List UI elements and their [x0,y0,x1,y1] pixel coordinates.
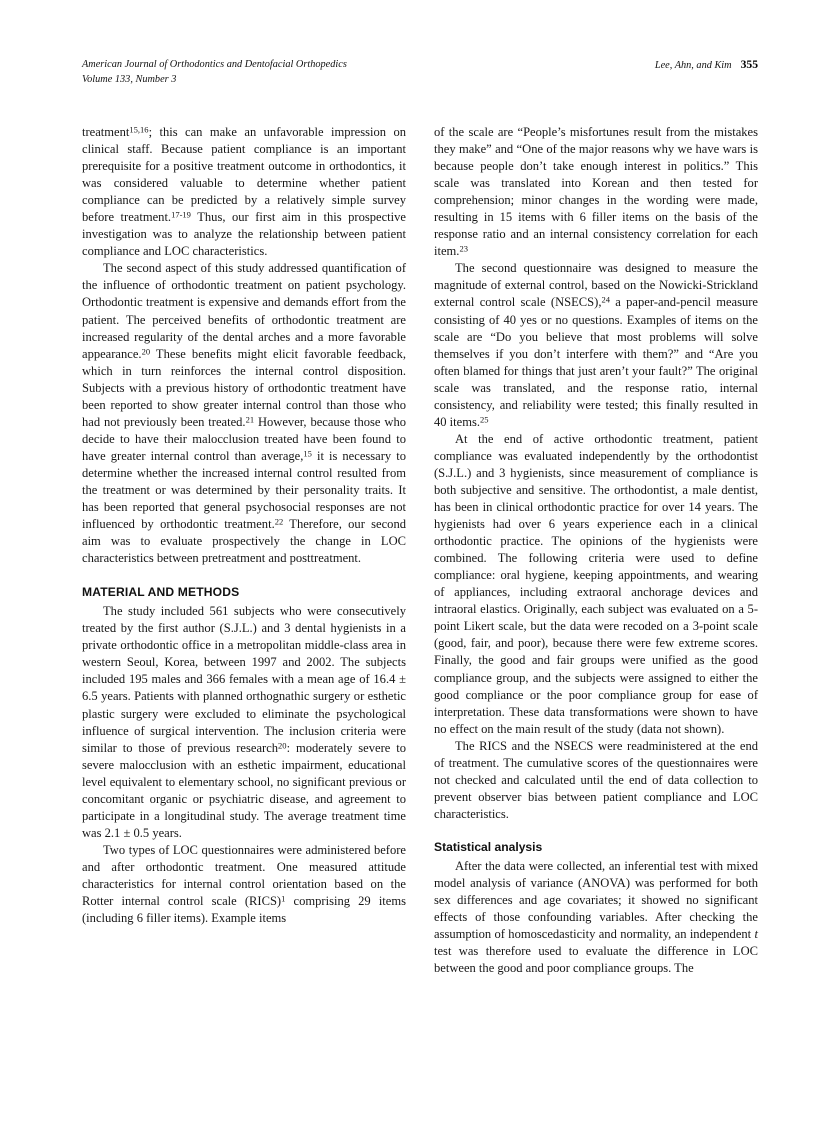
text-run: The study included 561 subjects who were consecutively treated by the first author (S.J.L.) and 3 dental hygienists in a private orthodontic office in a metropolitan middle-class area in western Seoul, Korea, between 1997 and 2002. The subjects included 195 males and 366 females with a mean age of 16.4 ± 6.5 years. Patients with planned orthognathic surgery or esthetic plastic surgery were excluded to eliminate the psychological influence of surgical intervention. The inclusion criteria were similar to those of previous research [82,604,406,755]
par-study-included [82,603,406,842]
par-second-aspect [82,260,406,567]
italic-term: t [754,927,758,942]
running-head-journal [82,58,347,87]
par-two-types-loc [82,842,406,927]
text-run: The RICS and the NSECS were readministered at the end of treatment. The cumulative scores of the questionnaires were not checked and calculated until the end of data collection to prevent observer bias between patient compliance and LOC characteristics. [434,738,758,821]
text-run: of the scale are “People’s misfortunes result from the mistakes they make” and “One of the major reasons why we have wars is because people don’t take enough interest in politics.” This scale was translated into Korean and then tested for comprehension; minor changes in the wording were made, resulting in 15 items with 6 filler items on the basis of the response ratio and an internal consistency correlation for each item. [434,125,758,259]
text-run: After the data were collected, an inferential test with mixed model analysis of variance (ANOVA) was performed for both sex differences and age covariates; it showed no significant effects of those confounding variables. After checking the assumption of homoscedasticity and normality, an independent [434,858,758,942]
reference-superscript: 25 [480,414,489,425]
text-run: At the end of active orthodontic treatment, patient compliance was evaluated independently by the orthodontist (S.J.L.) and 3 hygienists, since measurement of compliance is both subjective and sensitive. The orthodontist, a male dentist, has been in clinical orthodontic practice for over 14 years. The hygienists had over 6 years experience each in a clinical orthodontic practice. The opinions of the hygienists were combined. The following criteria were used to define compliance: oral hygiene, keeping appointments, and wearing of appliances, including extraoral anchorage devices and intraoral elastics. Originally, each subject was evaluated on a 5-point Likert scale, but the data were recoded on a 3-point scale (good, fair, and poor), because there were few extreme scores. Finally, the good and fair groups were unified as the good compliance group, and the subjects were assigned to either the good compliance or the poor compliance group for ease of interpretation. These data transformations were shown to have no effect on the main result of the study (data not shown). [434,431,758,736]
text-run: Thus, our first aim in this prospective investigation was to analyze the relationship between patient compliance and LOC characteristics. [82,210,406,259]
right-column-paragraphs [434,124,758,823]
reference-superscript: 23 [459,243,468,254]
running-head-right [655,58,758,71]
volume-number: Volume 133, Number 3 [82,73,177,85]
text-run: treatment [82,125,130,139]
text-run: The second aspect of this study addressed quantification of the influence of orthodontic treatment on patient psychology. Orthodontic treatment is expensive and demands effort from the patient. The perceived benefits of orthodontic treatment are increased regularity of the dental arches and a more favorable appearance. [82,261,406,361]
text-run: ; this can make an unfavorable impression on clinical staff. Because patient compliance is an important prerequisite for a positive treatment outcome in orthodontics, it was considered valuable to determine whether patient compliance can be predicted by a relatively simple survey before treatment. [82,125,406,225]
par-scale-examples [434,124,758,260]
section-heading-material-and-methods: MATERIAL AND METHODS [82,585,240,600]
reference-superscript: 17-19 [171,209,191,220]
text-run: comprising 29 items (including 6 filler items). Example items [82,894,406,926]
text-run: However, because those who decide to have their malocclusion treated have been found to have greater internal control than average, [82,414,406,463]
text-run: : moderately severe to severe malocclusion with an esthetic impairment, educational level equivalent to elementary school, no significant previous or concomitant organic or psychiatric disease, and agreement to participate in a longitudinal study. The average treatment time was 2.1 ± 0.5 years. [82,740,406,840]
text-run: Two types of LOC questionnaires were administered before and after orthodontic treatment. One measured attitude characteristics for internal control orientation based on the Rotter internal control scale (RICS) [82,842,406,909]
left-column-paragraphs-after-heading [82,603,406,927]
par-second-questionnaire [434,260,758,430]
column-right [434,124,758,977]
body-columns [82,124,758,977]
text-run: These benefits might elicit favorable feedback, which in turn reinforces the internal control disposition. Subjects with a previous history of orthodontic treatment have been reported to show greater internal control than those who had not previously been treated. [82,346,406,429]
text-run: test was therefore used to evaluate the difference in LOC between the good and poor compliance groups. The [434,944,758,976]
reference-superscript: 20 [278,740,287,751]
running-head [82,58,758,87]
reference-superscript: 1 [281,893,286,904]
par-treatment-compliance [82,124,406,260]
text-run: Therefore, our second aim was to evaluate prospectively the change in LOC characteristics between pretreatment and posttreatment. [82,517,406,566]
reference-superscript: 20 [141,346,151,357]
reference-superscript: 24 [601,294,610,305]
reference-superscript: 15,16 [129,124,149,135]
sub-heading-statistical-analysis: Statistical analysis [434,839,543,854]
right-column-paragraphs-after-heading [434,858,758,977]
reference-superscript: 22 [274,516,284,527]
text-run: it is necessary to determine whether the increased internal control resulted from the treatment or was determined by their personality traits. It has been reported that general psychosocial responses are not influenced by orthodontic treatment. [82,448,406,532]
par-rics-nsecs [434,738,758,823]
text-run: The second questionnaire was designed to measure the magnitude of external control, based on the Nowicki-Strickland external control scale (NSECS), [434,261,758,310]
par-end-of-active [434,431,758,738]
par-after-data-collected [434,858,758,977]
left-column-paragraphs [82,124,406,567]
column-left [82,124,406,977]
text-run: a paper-and-pencil measure consisting of 40 yes or no questions. Examples of items on the scale are “Do you believe that most problems will solve themselves if you don’t interfere with them?” and “Are you often blamed for things that just aren’t your fault?” The original scale was translated, and the response ratio, internal consistency, and reliability were tested; this finally resulted in 40 items. [434,295,758,429]
reference-superscript: 21 [245,414,255,425]
running-head-authors: Lee, Ahn, and Kim [654,60,732,71]
journal-title: American Journal of Orthodontics and Dentofacial Orthopedics [82,59,347,70]
reference-superscript: 15 [303,448,312,459]
page-number: 355 [740,58,758,71]
